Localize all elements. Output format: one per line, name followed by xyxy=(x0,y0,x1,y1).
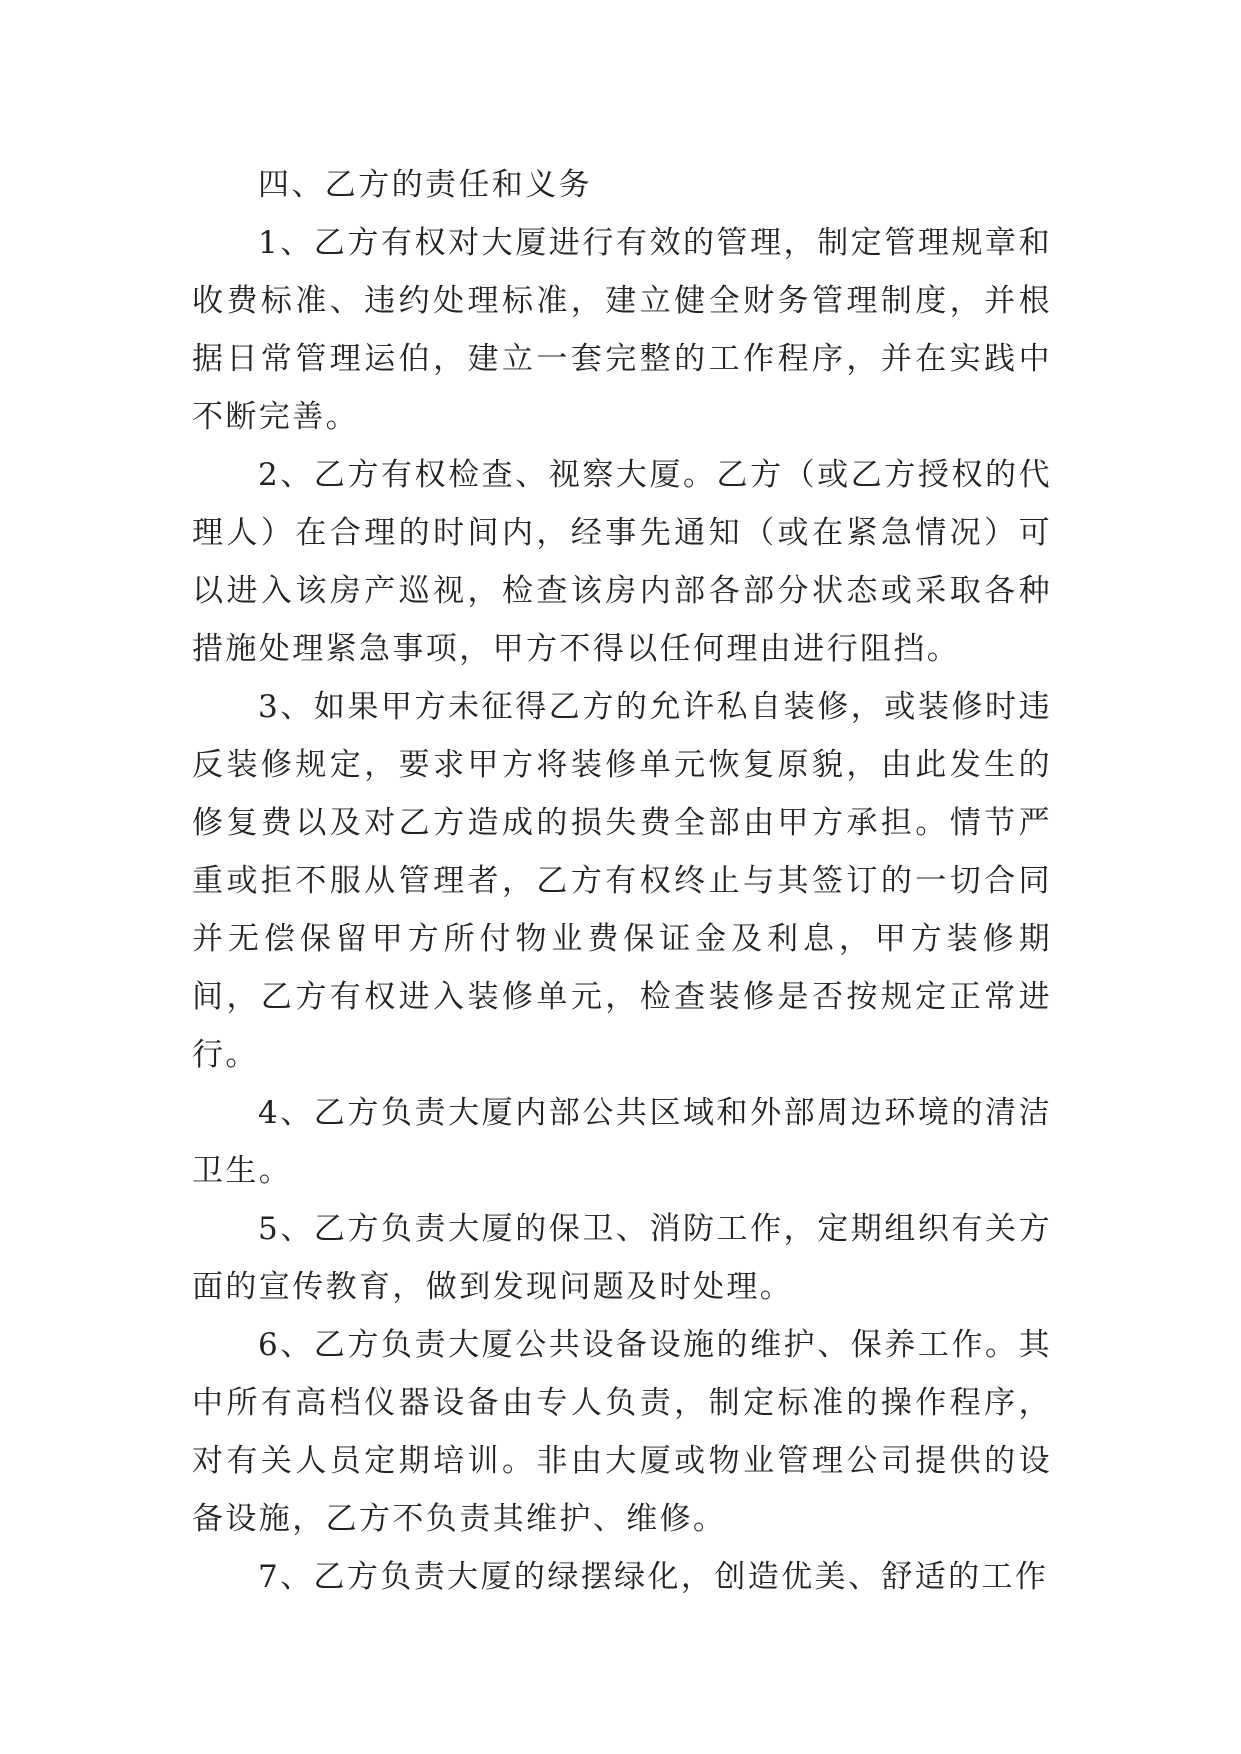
paragraph-1: 1、乙方有权对大厦进行有效的管理，制定管理规章和收费标准、违约处理标准，建立健全财务管理制度，并根据日常管理运伯，建立一套完整的工作程序，并在实践中不断完善。 xyxy=(192,225,1052,435)
paragraph-5: 5、乙方负责大厦的保卫、消防工作，定期组织有关方面的宣传教育，做到发现问题及时处理。 xyxy=(192,1211,1052,1305)
paragraph-3: 3、如果甲方未征得乙方的允许私自装修，或装修时违反装修规定，要求甲方将装修单元恢复原貌，由此发生的修复费以及对乙方造成的损失费全部由甲方承担。情节严重或拒不服从管理者，乙方有权终止与其签订的一切合同并无偿保留甲方所付物业费保证金及利息，甲方装修期间，乙方有权进入装修单元，检查装修是否按规定正常进行。 xyxy=(192,689,1052,1073)
paragraph-4: 4、乙方负责大厦内部公共区域和外部周边环境的清洁卫生。 xyxy=(192,1095,1052,1189)
document-body xyxy=(192,156,1052,1606)
paragraph-7: 7、乙方负责大厦的绿摆绿化，创造优美、舒适的工作 xyxy=(258,1559,1049,1595)
paragraph-2: 2、乙方有权检查、视察大厦。乙方（或乙方授权的代理人）在合理的时间内，经事先通知（或在紧急情况）可以进入该房产巡视，检查该房内部各部分状态或采取各种措施处理紧急事项，甲方不得以任何理由进行阻挡。 xyxy=(192,457,1052,667)
section-heading: 四、乙方的责任和义务 xyxy=(258,167,592,203)
paragraph-6: 6、乙方负责大厦公共设备设施的维护、保养工作。其中所有高档仪器设备由专人负责，制定标准的操作程序，对有关人员定期培训。非由大厦或物业管理公司提供的设备设施，乙方不负责其维护、维修。 xyxy=(192,1327,1052,1537)
